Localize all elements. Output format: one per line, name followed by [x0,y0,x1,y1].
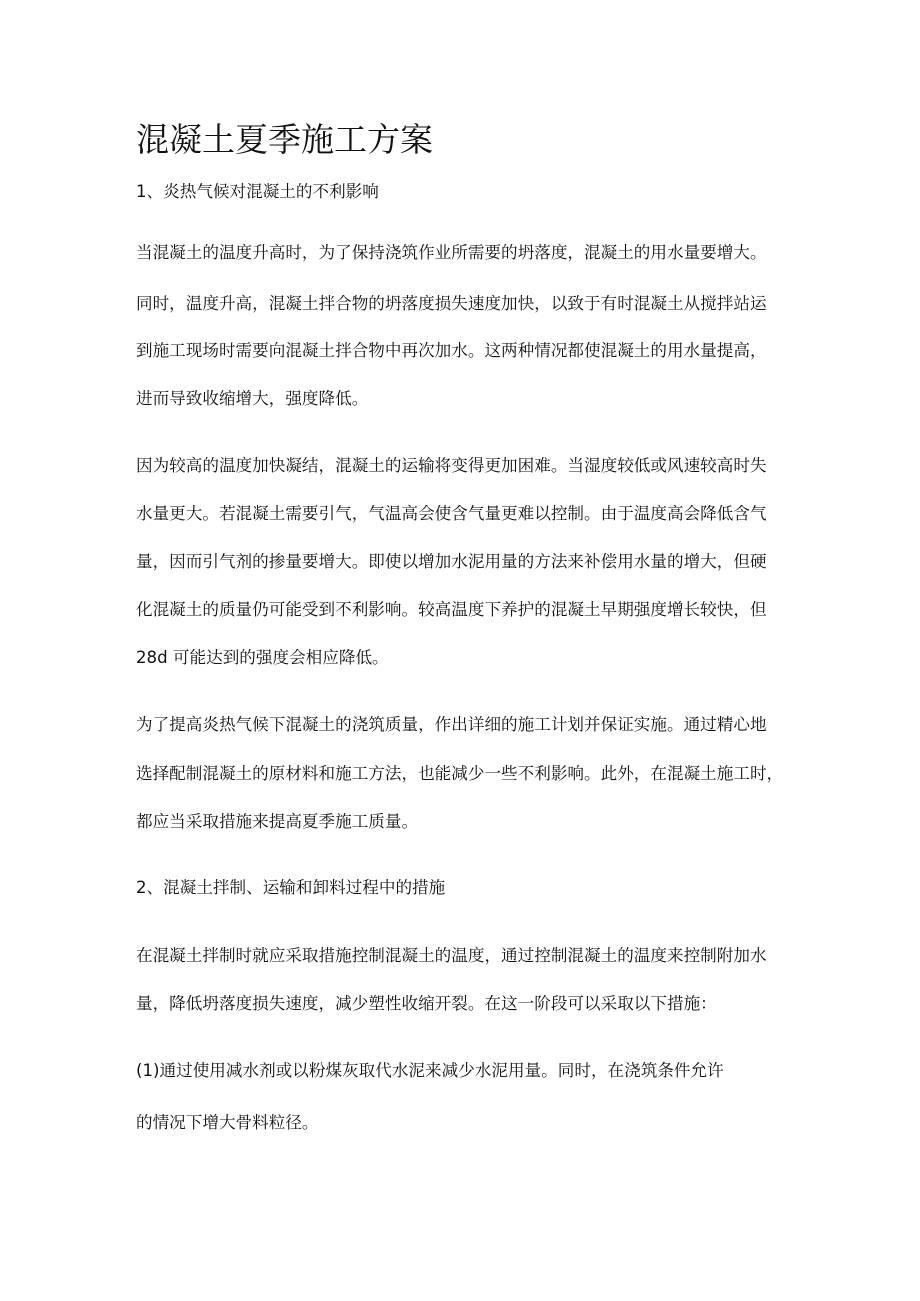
section-1-paragraph-1-line-1: 当混凝土的温度升高时，为了保持浇筑作业所需要的坍落度，混凝土的用水量要增大。 [136,243,767,262]
section-1-paragraph-1-line-3: 到施工现场时需要向混凝土拌合物中再次加水。这两种情况都使混凝土的用水量提高， [136,341,767,360]
section-2-paragraph-1-line-1: 在混凝土拌制时就应采取措施控制混凝土的温度，通过控制混凝土的温度来控制附加水 [136,946,767,965]
section-2-heading: 2、混凝土拌制、运输和卸料过程中的措施 [136,878,446,897]
section-2-paragraph-1-line-2: 量，降低坍落度损失速度，减少塑性收缩开裂。在这一阶段可以采取以下措施： [136,994,717,1013]
document-title: 混凝土夏季施工方案 [136,120,433,159]
section-1-heading: 1、炎热气候对混凝土的不利影响 [136,182,379,201]
section-1-paragraph-2-line-4: 化混凝土的质量仍可能受到不利影响。较高温度下养护的混凝土早期强度增长较快，但 [136,600,767,619]
section-1-paragraph-3-line-2: 选择配制混凝土的原材料和施工方法，也能减少一些不利影响。此外，在混凝土施工时， [136,764,784,783]
section-2-item-1-line-2: 的情况下增大骨料粒径。 [136,1113,319,1132]
section-1-paragraph-3-line-1: 为了提高炎热气候下混凝土的浇筑质量，作出详细的施工计划并保证实施。通过精心地 [136,715,767,734]
section-1-paragraph-2-line-1: 因为较高的温度加快凝结，混凝土的运输将变得更加困难。当湿度较低或风速较高时失 [136,456,767,475]
section-2-item-1-line-1: (1)通过使用减水剂或以粉煤灰取代水泥来减少水泥用量。同时，在浇筑条件允许 [136,1061,724,1080]
section-1-paragraph-2-line-3: 量，因而引气剂的掺量要增大。即使以增加水泥用量的方法来补偿用水量的增大，但硬 [136,552,767,571]
section-1-paragraph-1-line-2: 同时，温度升高，混凝土拌合物的坍落度损失速度加快，以致于有时混凝土从搅拌站运 [136,294,767,313]
section-1-paragraph-1-line-4: 进而导致收缩增大，强度降低。 [136,389,369,408]
section-1-paragraph-2-line-2: 水量更大。若混凝土需要引气，气温高会使含气量更难以控制。由于温度高会降低含气 [136,504,767,523]
section-1-paragraph-2-line-5: 28d 可能达到的强度会相应降低。 [136,648,389,667]
section-1-paragraph-3-line-3: 都应当采取措施来提高夏季施工质量。 [136,812,419,831]
